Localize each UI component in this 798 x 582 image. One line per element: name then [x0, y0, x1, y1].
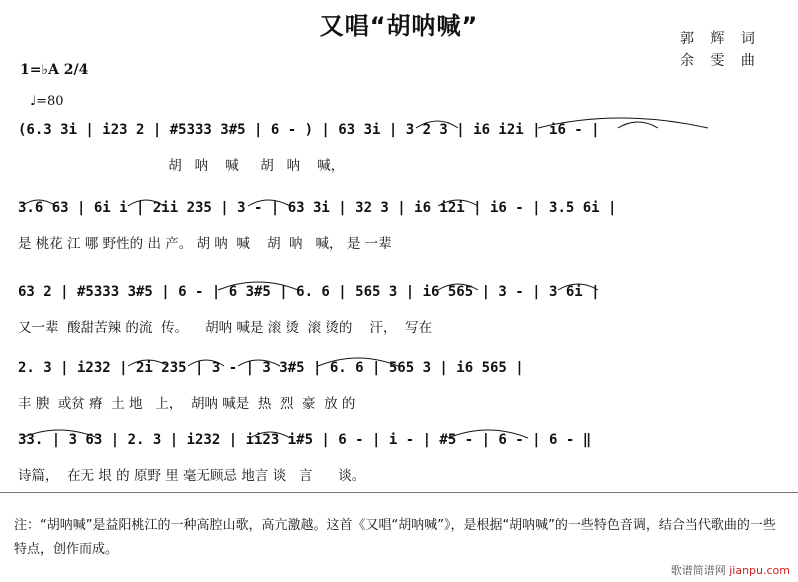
score-row-4-lyrics: 丰 腴 或贫 瘠 土 地 上， 胡呐 喊是 热 烈 豪 放 的: [18, 396, 356, 412]
score-row-1-lyrics: 胡 呐 喊 胡 呐 喊，: [18, 158, 345, 174]
score-row-2-lyrics: 是 桃花 江 哪 野性的 出 产。 胡 呐 喊 胡 呐 喊， 是 一辈: [18, 236, 392, 252]
site-watermark: [671, 562, 790, 578]
watermark-url: jianpu.com: [729, 564, 790, 577]
key-signature: 1=♭A 2/4: [20, 62, 89, 78]
score-row-1-music: (6.3 3i | i23 2 | #5333 3#5 | 6 - ) | 63 3i | 3 2 3 | i6 i2i | i6 - |: [18, 122, 600, 138]
score-row-3: [18, 284, 778, 354]
tempo-marking: ♩=80: [30, 94, 64, 109]
score-row-4-music: 2. 3 | i232 | 2i 235 | 3 - | 3 3#5 | 6. 6 | 565 3 | i6 565 |: [18, 360, 524, 376]
score-row-4: [18, 360, 778, 430]
score-row-1: [18, 122, 778, 192]
score-row-2-music: 3.6 63 | 6i i | 2ii 235 | 3 - | 63 3i | 32 3 | i6 i2i | i6 - | 3.5 6i |: [18, 200, 617, 216]
composer-credit: 余 雯 曲: [680, 53, 761, 69]
lyricist-credit: 郭 辉 词: [680, 31, 761, 47]
song-title: 又唱“胡呐喊”: [319, 12, 479, 40]
watermark-site: 歌谱简谱网: [670, 564, 726, 577]
divider: [0, 492, 798, 493]
footnote: 注：“胡呐喊”是益阳桃江的一种高腔山歌，高亢激越。这首《又唱“胡呐喊”》，是根据“胡呐喊”的一些特色音调，结合当代歌曲的一些特点，创作而成。: [14, 518, 776, 557]
score-row-5-lyrics: 诗篇， 在无 垠 的 原野 里 毫无顾忌 地言 谈 言 谈。: [18, 468, 366, 484]
score-row-5-music: 33. | 3 63 | 2. 3 | i232 | ii23 i#5 | 6 - | i - | #5 - | 6 - | 6 - ‖: [18, 432, 592, 448]
score-row-3-lyrics: 又一辈 酸甜苦辣 的流 传。 胡呐 喊是 滚 烫 滚 烫的 汗， 写在: [18, 320, 433, 336]
score-row-2: [18, 200, 778, 270]
score-row-3-music: 63 2 | #5333 3#5 | 6 - | 6 3#5 | 6. 6 | 565 3 | i6 565 | 3 - | 3 6i |: [18, 284, 600, 300]
